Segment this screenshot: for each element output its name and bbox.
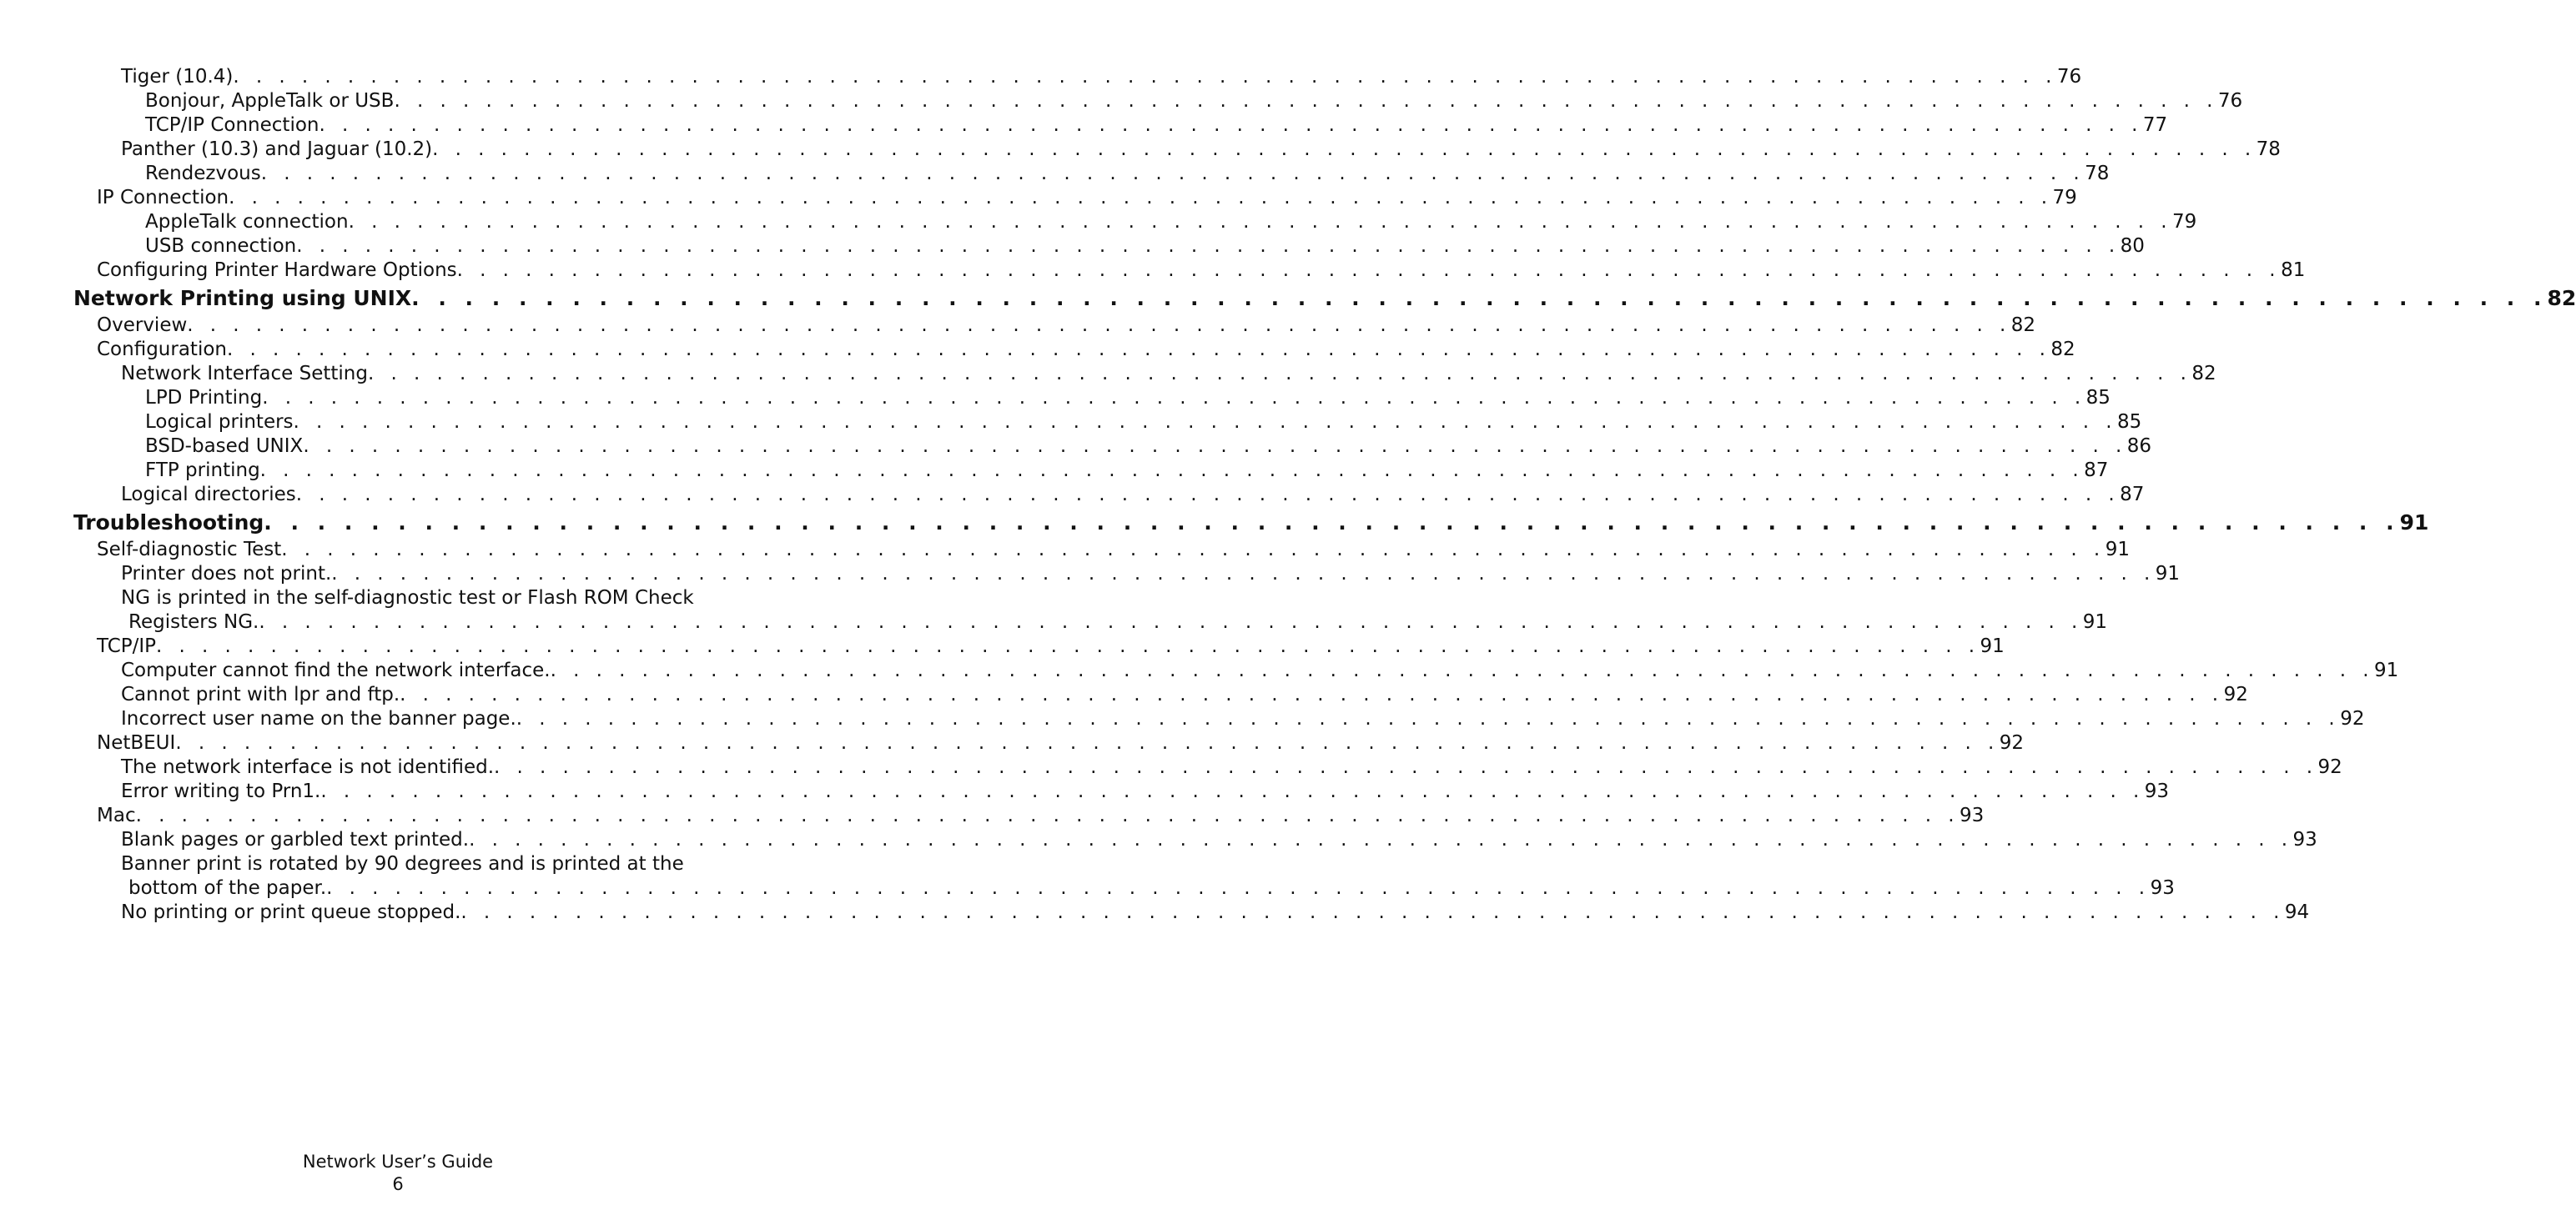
toc-entry-title: No printing or print queue stopped. — [121, 901, 461, 923]
dot-leader: . . . . . . . . . . . . . . . . . . . . . . . . . . . . . . . . . . . . . . . . . . . . . . . . . . . . . . . . . . . . . . . . . . . . . . . . . . . . . . . . — [331, 563, 2156, 585]
dot-leader: . . . . . . . . . . . . . . . . . . . . . . . . . . . . . . . . . . . . . . . . . . . . . . . . . . . . . . . . . . . . . . . . . . . . . . . . . . . . . . . . — [303, 435, 2127, 457]
toc-entry[interactable] — [0, 138, 2281, 162]
dot-leader: . . . . . . . . . . . . . . . . . . . . . . . . . . . . . . . . . . . . . . . . . . . . . . . . . . . . . . . . . . . . . . . . . . . . . . . . . . . . . . . . — [456, 259, 2282, 281]
dot-leader: . . . . . . . . . . . . . . . . . . . . . . . . . . . . . . . . . . . . . . . . . . . . . . . . . . . . . . . . . . . . . . . . . . . . . . . . . . . . . . . . — [432, 138, 2257, 160]
toc-entry-title: BSD-based UNIX — [145, 435, 304, 457]
toc-entry-title: Printer does not print. — [121, 563, 332, 585]
toc-entry-title: TCP/IP — [97, 635, 157, 657]
toc-entry-page-number: 93 — [2150, 877, 2175, 899]
toc-entry-page-number: 93 — [2292, 829, 2317, 851]
toc-entry-page-number: 85 — [2116, 411, 2142, 433]
toc-entry-title: Overview — [97, 314, 188, 336]
dot-leader: . . . . . . . . . . . . . . . . . . . . . . . . . . . . . . . . . . . . . . . . . . . . . . . . . . . . . . . . . . . . . . . . . . . . . . . . . . . . . . . . — [411, 286, 2548, 310]
dot-leader: . . . . . . . . . . . . . . . . . . . . . . . . . . . . . . . . . . . . . . . . . . . . . . . . . . . . . . . . . . . . . . . . . . . . . . . . . . . . . . . . — [293, 411, 2117, 433]
toc-entry-title-line1: NG is printed in the self-diagnostic test or Flash ROM Check — [121, 587, 694, 609]
toc-entry-page-number: 92 — [2340, 708, 2365, 730]
toc-entry-page-number: 87 — [2120, 484, 2145, 505]
toc-entry[interactable] — [0, 901, 2310, 925]
dot-leader: . . . . . . . . . . . . . . . . . . . . . . . . . . . . . . . . . . . . . . . . . . . . . . . . . . . . . . . . . . . . . . . . . . . . . . . . . . . . . . . . — [550, 660, 2375, 681]
toc-entry-title: bottom of the paper. — [128, 877, 327, 899]
toc-entry-page-number: 82 — [2010, 314, 2035, 336]
toc-entry[interactable] — [0, 635, 2005, 659]
dot-leader: . . . . . . . . . . . . . . . . . . . . . . . . . . . . . . . . . . . . . . . . . . . . . . . . . . . . . . . . . . . . . . . . . . . . . . . . . . . . . . . . — [226, 339, 2051, 360]
dot-leader: . . . . . . . . . . . . . . . . . . . . . . . . . . . . . . . . . . . . . . . . . . . . . . . . . . . . . . . . . . . . . . . . . . . . . . . . . . . . . . . . — [394, 90, 2218, 112]
toc-entry[interactable] — [0, 89, 2243, 113]
toc-entry-title: LPD Printing — [145, 387, 263, 409]
toc-entry-title: Error writing to Prn1. — [121, 781, 321, 802]
toc-entry-title: Computer cannot find the network interface. — [121, 660, 551, 681]
dot-leader: . . . . . . . . . . . . . . . . . . . . . . . . . . . . . . . . . . . . . . . . . . . . . . . . . . . . . . . . . . . . . . . . . . . . . . . . . . . . . . . . — [264, 510, 2400, 535]
toc-entry[interactable] — [0, 804, 1985, 828]
toc-entry-title-line1: Banner print is rotated by 90 degrees and is printed at the — [121, 853, 684, 875]
dot-leader: . . . . . . . . . . . . . . . . . . . . . . . . . . . . . . . . . . . . . . . . . . . . . . . . . . . . . . . . . . . . . . . . . . . . . . . . . . . . . . . . — [281, 539, 2106, 560]
dot-leader: . . . . . . . . . . . . . . . . . . . . . . . . . . . . . . . . . . . . . . . . . . . . . . . . . . . . . . . . . . . . . . . . . . . . . . . . . . . . . . . . — [187, 314, 2011, 336]
dot-leader: . . . . . . . . . . . . . . . . . . . . . . . . . . . . . . . . . . . . . . . . . . . . . . . . . . . . . . . . . . . . . . . . . . . . . . . . . . . . . . . . — [494, 756, 2318, 778]
toc-entry[interactable] — [0, 434, 2152, 459]
toc-entry-page-number: 82 — [2547, 286, 2576, 310]
toc-entry-title: Troubleshooting — [73, 510, 264, 535]
toc-entry-title: Logical printers — [145, 411, 294, 433]
toc-entry[interactable] — [0, 852, 2175, 901]
dot-leader: . . . . . . . . . . . . . . . . . . . . . . . . . . . . . . . . . . . . . . . . . . . . . . . . . . . . . . . . . . . . . . . . . . . . . . . . . . . . . . . . — [233, 66, 2057, 88]
toc-entry-page-number: 91 — [1980, 635, 2005, 657]
toc-entry-title: Rendezvous — [145, 163, 261, 184]
toc-entry[interactable] — [0, 780, 2170, 804]
toc-entry[interactable] — [0, 386, 2111, 410]
toc-entry[interactable] — [0, 113, 2168, 138]
dot-leader: . . . . . . . . . . . . . . . . . . . . . . . . . . . . . . . . . . . . . . . . . . . . . . . . . . . . . . . . . . . . . . . . . . . . . . . . . . . . . . . . — [135, 805, 1960, 826]
toc-entry[interactable] — [0, 756, 2342, 780]
toc-chapter-entry[interactable] — [0, 507, 2429, 538]
toc-entry-title: USB connection — [145, 235, 297, 257]
toc-entry-page-number: 91 — [2399, 510, 2429, 535]
toc-entry-page-number: 80 — [2120, 235, 2145, 257]
toc-entry-page-number: 91 — [2082, 611, 2108, 633]
toc-entry[interactable] — [0, 259, 2306, 283]
toc-entry-title: Mac — [97, 805, 136, 826]
toc-entry-page-number: 92 — [1999, 732, 2025, 754]
table-of-contents — [0, 65, 2576, 925]
toc-entry-page-number: 94 — [2284, 901, 2310, 923]
dot-leader: . . . . . . . . . . . . . . . . . . . . . . . . . . . . . . . . . . . . . . . . . . . . . . . . . . . . . . . . . . . . . . . . . . . . . . . . . . . . . . . . — [348, 211, 2172, 233]
toc-entry-page-number: 92 — [2223, 684, 2248, 705]
footer-guide-title: Network User’s Guide — [302, 1152, 494, 1172]
toc-entry-title: Network Interface Setting — [121, 363, 368, 384]
toc-entry[interactable] — [0, 731, 2025, 756]
toc-entry-page-number: 91 — [2105, 539, 2130, 560]
toc-entry-page-number: 78 — [2085, 163, 2110, 184]
dot-leader: . . . . . . . . . . . . . . . . . . . . . . . . . . . . . . . . . . . . . . . . . . . . . . . . . . . . . . . . . . . . . . . . . . . . . . . . . . . . . . . . — [259, 611, 2083, 633]
toc-entry-title: TCP/IP Connection — [145, 114, 319, 136]
toc-entry-page-number: 87 — [2084, 459, 2109, 481]
dot-leader: . . . . . . . . . . . . . . . . . . . . . . . . . . . . . . . . . . . . . . . . . . . . . . . . . . . . . . . . . . . . . . . . . . . . . . . . . . . . . . . . — [400, 684, 2224, 705]
toc-entry-title: FTP printing — [145, 459, 260, 481]
toc-entry-page-number: 91 — [2155, 563, 2180, 585]
toc-entry-page-number: 86 — [2126, 435, 2152, 457]
toc-entry-title: Incorrect user name on the banner page. — [121, 708, 516, 730]
toc-entry-page-number: 82 — [2050, 339, 2075, 360]
toc-entry-page-number: 85 — [2085, 387, 2111, 409]
toc-entry-title: Panther (10.3) and Jaguar (10.2) — [121, 138, 433, 160]
dot-leader: . . . . . . . . . . . . . . . . . . . . . . . . . . . . . . . . . . . . . . . . . . . . . . . . . . . . . . . . . . . . . . . . . . . . . . . . . . . . . . . . — [295, 484, 2121, 505]
toc-entry-title: Registers NG. — [128, 611, 259, 633]
toc-entry-title: Bonjour, AppleTalk or USB — [145, 90, 395, 112]
toc-entry-title: Self-diagnostic Test — [97, 539, 282, 560]
dot-leader: . . . . . . . . . . . . . . . . . . . . . . . . . . . . . . . . . . . . . . . . . . . . . . . . . . . . . . . . . . . . . . . . . . . . . . . . . . . . . . . . — [460, 901, 2285, 923]
toc-entry[interactable] — [0, 538, 2130, 562]
toc-entry[interactable] — [0, 562, 2180, 586]
toc-entry-page-number: 79 — [2171, 211, 2197, 233]
toc-entry-title: Configuring Printer Hardware Options — [97, 259, 457, 281]
toc-entry-page-number: 79 — [2052, 187, 2077, 208]
dot-leader: . . . . . . . . . . . . . . . . . . . . . . . . . . . . . . . . . . . . . . . . . . . . . . . . . . . . . . . . . . . . . . . . . . . . . . . . . . . . . . . . — [516, 708, 2341, 730]
toc-entry-title: Tiger (10.4) — [121, 66, 234, 88]
toc-entry-page-number: 82 — [2191, 363, 2216, 384]
dot-leader: . . . . . . . . . . . . . . . . . . . . . . . . . . . . . . . . . . . . . . . . . . . . . . . . . . . . . . . . . . . . . . . . . . . . . . . . . . . . . . . . — [229, 187, 2053, 208]
toc-entry[interactable] — [0, 410, 2142, 434]
toc-entry-page-number: 76 — [2217, 90, 2243, 112]
toc-entry[interactable] — [0, 683, 2248, 707]
dot-leader: . . . . . . . . . . . . . . . . . . . . . . . . . . . . . . . . . . . . . . . . . . . . . . . . . . . . . . . . . . . . . . . . . . . . . . . . . . . . . . . . — [326, 877, 2151, 899]
toc-entry[interactable] — [0, 459, 2109, 483]
toc-entry-page-number: 81 — [2281, 259, 2306, 281]
footer-page-number: 6 — [392, 1174, 404, 1194]
dot-leader: . . . . . . . . . . . . . . . . . . . . . . . . . . . . . . . . . . . . . . . . . . . . . . . . . . . . . . . . . . . . . . . . . . . . . . . . . . . . . . . . — [296, 235, 2121, 257]
page-footer — [0, 1151, 796, 1196]
toc-entry-title: The network interface is not identified. — [121, 756, 495, 778]
toc-entry-page-number: 92 — [2317, 756, 2342, 778]
toc-entry[interactable] — [0, 162, 2110, 186]
toc-entry-page-number: 77 — [2142, 114, 2168, 136]
toc-entry[interactable] — [0, 586, 2108, 635]
toc-entry-title: Cannot print with lpr and ftp. — [121, 684, 400, 705]
toc-entry-title: Configuration — [97, 339, 227, 360]
toc-entry[interactable] — [0, 828, 2317, 852]
dot-leader: . . . . . . . . . . . . . . . . . . . . . . . . . . . . . . . . . . . . . . . . . . . . . . . . . . . . . . . . . . . . . . . . . . . . . . . . . . . . . . . . — [367, 363, 2192, 384]
toc-entry-page-number: 78 — [2256, 138, 2281, 160]
toc-entry-title: Blank pages or garbled text printed. — [121, 829, 470, 851]
toc-entry[interactable] — [0, 314, 2035, 338]
toc-entry-page-number: 76 — [2056, 66, 2082, 88]
toc-entry[interactable] — [0, 707, 2365, 731]
toc-entry-page-number: 93 — [1960, 805, 1985, 826]
toc-entry[interactable] — [0, 186, 2077, 210]
toc-entry-title: AppleTalk connection — [145, 211, 349, 233]
toc-entry-title: IP Connection — [97, 187, 229, 208]
toc-entry-title: Network Printing using UNIX — [73, 286, 412, 310]
toc-entry[interactable] — [0, 338, 2075, 362]
dot-leader: . . . . . . . . . . . . . . . . . . . . . . . . . . . . . . . . . . . . . . . . . . . . . . . . . . . . . . . . . . . . . . . . . . . . . . . . . . . . . . . . — [469, 829, 2293, 851]
toc-entry-page-number: 93 — [2144, 781, 2170, 802]
dot-leader: . . . . . . . . . . . . . . . . . . . . . . . . . . . . . . . . . . . . . . . . . . . . . . . . . . . . . . . . . . . . . . . . . . . . . . . . . . . . . . . . — [259, 459, 2085, 481]
dot-leader: . . . . . . . . . . . . . . . . . . . . . . . . . . . . . . . . . . . . . . . . . . . . . . . . . . . . . . . . . . . . . . . . . . . . . . . . . . . . . . . . — [262, 387, 2086, 409]
dot-leader: . . . . . . . . . . . . . . . . . . . . . . . . . . . . . . . . . . . . . . . . . . . . . . . . . . . . . . . . . . . . . . . . . . . . . . . . . . . . . . . . — [260, 163, 2085, 184]
dot-leader: . . . . . . . . . . . . . . . . . . . . . . . . . . . . . . . . . . . . . . . . . . . . . . . . . . . . . . . . . . . . . . . . . . . . . . . . . . . . . . . . — [320, 781, 2145, 802]
toc-entry[interactable] — [0, 362, 2216, 386]
toc-chapter-entry[interactable] — [0, 283, 2576, 314]
toc-entry-title: Logical directories — [121, 484, 296, 505]
toc-entry[interactable] — [0, 483, 2145, 507]
dot-leader: . . . . . . . . . . . . . . . . . . . . . . . . . . . . . . . . . . . . . . . . . . . . . . . . . . . . . . . . . . . . . . . . . . . . . . . . . . . . . . . . — [319, 114, 2143, 136]
toc-entry-title: NetBEUI — [97, 732, 176, 754]
dot-leader: . . . . . . . . . . . . . . . . . . . . . . . . . . . . . . . . . . . . . . . . . . . . . . . . . . . . . . . . . . . . . . . . . . . . . . . . . . . . . . . . — [175, 732, 2000, 754]
toc-entry[interactable] — [0, 65, 2082, 89]
dot-leader: . . . . . . . . . . . . . . . . . . . . . . . . . . . . . . . . . . . . . . . . . . . . . . . . . . . . . . . . . . . . . . . . . . . . . . . . . . . . . . . . — [156, 635, 1980, 657]
toc-entry[interactable] — [0, 659, 2399, 683]
toc-entry[interactable] — [0, 234, 2145, 259]
toc-entry[interactable] — [0, 210, 2197, 234]
toc-entry-page-number: 91 — [2374, 660, 2399, 681]
